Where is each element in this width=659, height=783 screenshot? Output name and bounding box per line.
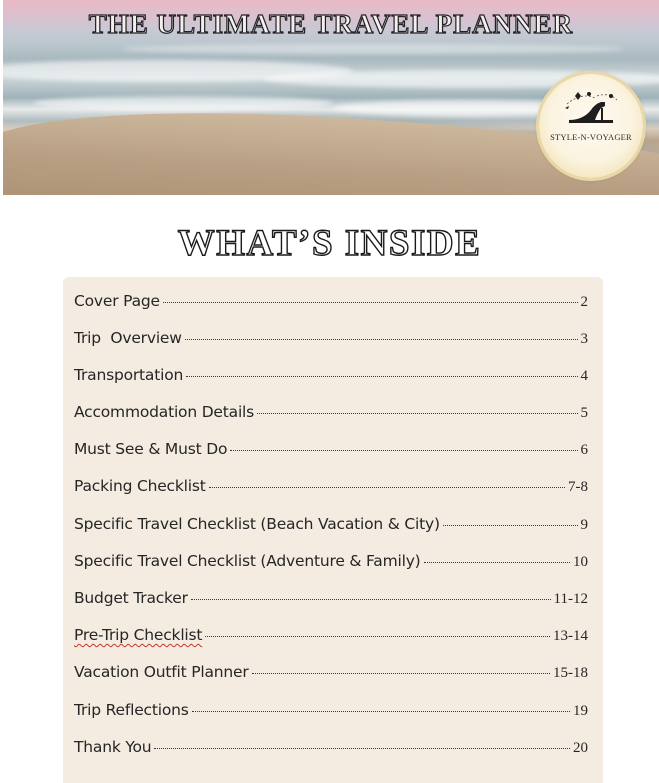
dot-leader [443, 525, 578, 526]
toc-item-label: Specific Travel Checklist (Adventure & Family) [74, 552, 421, 570]
toc-item-label: Trip Overview [74, 329, 182, 347]
toc-item-page: 15-18 [553, 665, 588, 681]
section-heading: WHAT’S INSIDE [177, 223, 482, 264]
toc-item[interactable] [74, 329, 588, 351]
toc-item-page: 2 [580, 294, 588, 310]
toc-item-label: Budget Tracker [74, 589, 188, 607]
toc-item-label: Cover Page [74, 292, 160, 310]
dot-leader [191, 599, 551, 600]
logo-text: STYLE-N-VOYAGER [550, 132, 632, 142]
toc-item[interactable] [74, 701, 588, 723]
dot-leader [186, 376, 577, 377]
dot-leader [192, 711, 570, 712]
toc-item-page: 6 [580, 442, 588, 458]
table-of-contents [63, 277, 603, 783]
style-n-voyager-logo [539, 74, 643, 178]
toc-item[interactable] [74, 403, 588, 425]
toc-item-label: Must See & Must Do [74, 440, 228, 458]
high-heel-icon [561, 90, 621, 130]
toc-item-label: Accommodation Details [74, 403, 255, 421]
toc-item-page: 7-8 [568, 479, 588, 495]
toc-item-page: 9 [580, 517, 588, 533]
toc-item[interactable] [74, 515, 588, 537]
dot-leader [424, 562, 570, 563]
toc-item-label: Transportation [74, 366, 184, 384]
toc-item-label: Vacation Outfit Planner [74, 663, 249, 681]
beach-banner-image [3, 0, 659, 195]
toc-item-page: 19 [573, 703, 588, 719]
toc-item-label: Thank You [74, 738, 152, 756]
toc-item-page: 20 [573, 740, 588, 756]
toc-item[interactable] [74, 366, 588, 388]
toc-item[interactable] [74, 292, 588, 314]
dot-leader [205, 636, 550, 637]
dot-leader [163, 302, 578, 303]
toc-item-page: 5 [580, 405, 588, 421]
toc-item[interactable] [74, 663, 588, 685]
toc-item-label: Specific Travel Checklist (Beach Vacation & City) [74, 515, 440, 533]
toc-item[interactable] [74, 589, 588, 611]
toc-item-page: 10 [573, 554, 588, 570]
toc-item-page: 4 [580, 368, 588, 384]
toc-item[interactable] [74, 477, 588, 499]
toc-item[interactable] [74, 552, 588, 574]
dot-leader [209, 487, 565, 488]
dot-leader [252, 673, 550, 674]
banner-title: THE ULTIMATE TRAVEL PLANNER [88, 9, 574, 39]
dot-leader [185, 339, 578, 340]
dot-leader [154, 748, 570, 749]
toc-item[interactable] [74, 738, 588, 760]
toc-item-label: Packing Checklist [74, 477, 206, 495]
toc-item-page: 3 [580, 331, 588, 347]
toc-item-label: Pre-Trip Checklist [74, 626, 203, 644]
toc-item-page: 13-14 [553, 628, 588, 644]
toc-item-label: Trip Reflections [74, 701, 189, 719]
dot-leader [257, 413, 577, 414]
toc-item[interactable] [74, 440, 588, 462]
toc-item[interactable] [74, 626, 588, 648]
toc-item-page: 11-12 [553, 591, 588, 607]
dot-leader [230, 450, 577, 451]
